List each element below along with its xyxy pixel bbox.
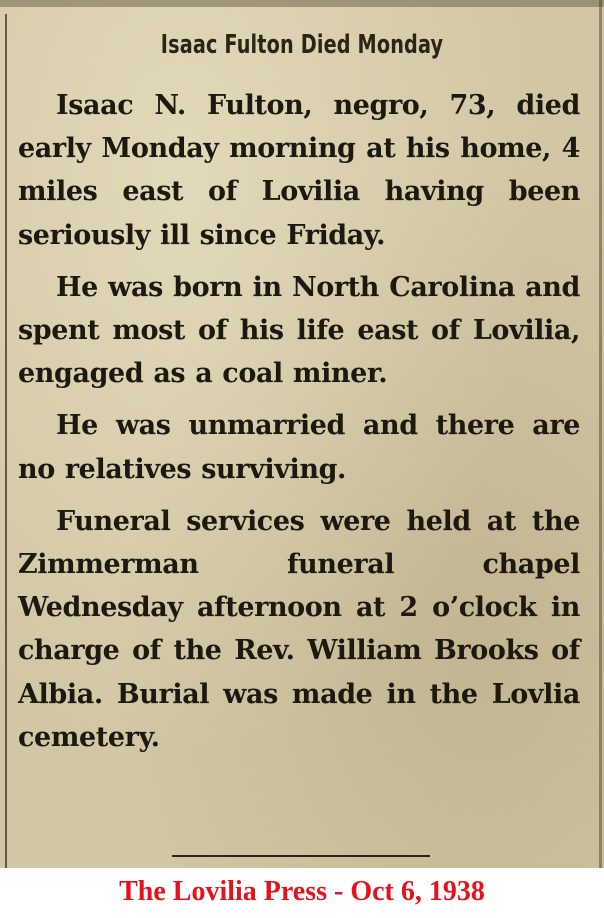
article-headline: Isaac Fulton Died Monday	[160, 30, 444, 60]
article-paragraph: Isaac N. Fulton, negro, 73, died early Monday morning at his home, 4 miles east of Lovilia having been seriously ill since Friday.	[18, 90, 580, 251]
source-caption: The Lovilia Press - Oct 6, 1938	[119, 876, 485, 907]
article-body	[18, 84, 580, 768]
article-paragraph: He was born in North Carolina and spent most of his life east of Lovilia, engaged as a coal miner.	[18, 271, 580, 390]
article-paragraph: Funeral services were held at the Zimmerman funeral chapel Wednesday afternoon at 2 o’clock in charge of the Rev. William Brooks of Albia. Burial was made in the Lovlia cemetery.	[18, 505, 580, 753]
end-of-article-rule	[172, 855, 430, 857]
article-paragraph: He was unmarried and there are no relatives surviving.	[18, 410, 580, 485]
right-column-rule	[599, 0, 602, 868]
top-border-rule	[0, 0, 604, 7]
left-column-rule	[5, 14, 7, 868]
